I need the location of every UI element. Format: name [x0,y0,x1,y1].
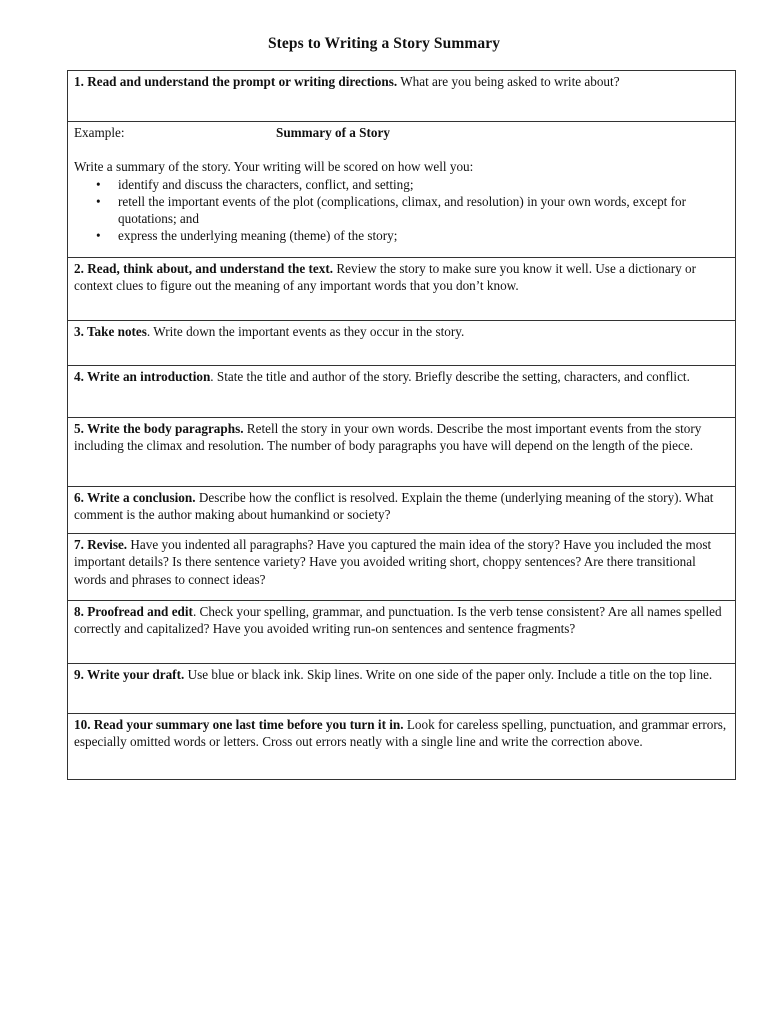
list-item: • retell the important events of the plot (complications, climax, and resolution) in your own words, except for quotations; and [96,193,687,227]
step-heading: 3. Take notes [74,324,147,339]
bullet-icon: • [96,228,101,244]
step-heading: 10. Read your summary one last time before you turn it in. [74,717,404,732]
step-cell-9 [68,664,736,714]
table-row [68,487,736,534]
step-body: Retell the story in your own words. Describe the most important events from the story including the climax and resolution. The number of body paragraphs you have will depend on the length of the piece. [74,421,702,454]
step-body: Use blue or black ink. Skip lines. Write on one side of the paper only. Include a title on the top line. [184,667,713,682]
step-cell-3 [68,321,736,366]
table-row [68,321,736,366]
step-cell-4 [68,366,736,418]
step-heading: 7. Revise. [74,537,128,552]
step-heading: 1. Read and understand the prompt or writing directions. [74,74,398,89]
step-heading: 4. Write an introduction [74,369,211,384]
bullet-icon: • [96,176,101,192]
step-body: . State the title and author of the story. Briefly describe the setting, characters, and conflict. [210,369,690,384]
table-row [68,122,736,258]
example-bullet-list [74,176,729,245]
steps-table-container [67,70,736,780]
spacer [74,141,729,158]
table-row [68,258,736,321]
list-item: • identify and discuss the characters, conflict, and setting; [96,176,414,192]
step-heading: 8. Proofread and edit [74,604,193,619]
step-heading: 9. Write your draft. [74,667,185,682]
table-row [68,601,736,664]
example-label: Example: [74,125,125,140]
step-body: Review the story to make sure you know it well. Use a dictionary or context clues to figure out the meaning of any important words that you don’t know. [74,261,696,294]
step-body: What are you being asked to write about? [397,74,620,89]
example-cell [68,122,736,258]
example-header [74,124,729,141]
step-body: Have you indented all paragraphs? Have you captured the main idea of the story? Have you included the most important details? Is there sentence variety? Have you avoided writing short, choppy sentences? Are there transitional words and phrases to connect ideas? [74,537,712,587]
list-item: • express the underlying meaning (theme) of the story; [96,228,398,244]
table-row [68,366,736,418]
step-body: Describe how the conflict is resolved. Explain the theme (underlying meaning of the story). What comment is the author making about humankind or society? [74,490,714,523]
step-cell-2 [68,258,736,321]
example-title: Summary of a Story [276,125,390,140]
step-cell-1 [68,71,736,122]
step-cell-6 [68,487,736,534]
table-row [68,534,736,601]
step-cell-10 [68,714,736,780]
document-title: Steps to Writing a Story Summary [267,35,501,52]
step-heading: 2. Read, think about, and understand the text. [74,261,334,276]
table-row [68,418,736,487]
table-row [68,664,736,714]
step-heading: 6. Write a conclusion. [74,490,196,505]
step-cell-7 [68,534,736,601]
steps-table [67,70,736,780]
example-intro: Write a summary of the story. Your writing will be scored on how well you: [74,159,474,175]
step-body: Look for careless spelling, punctuation, and grammar errors, especially omitted words or letters. Cross out errors neatly with a single line and write the correction above. [74,717,727,750]
table-row [68,71,736,122]
bullet-icon: • [96,193,101,209]
step-cell-5 [68,418,736,487]
step-body: . Write down the important events as they occur in the story. [146,324,465,339]
table-row [68,714,736,780]
step-cell-8 [68,601,736,664]
step-body: . Check your spelling, grammar, and punctuation. Is the verb tense consistent? Are all names spelled correctly and capitalized? Have you avoided writing run-on sentences and sentence fragments? [74,604,722,637]
step-heading: 5. Write the body paragraphs. [74,421,244,436]
